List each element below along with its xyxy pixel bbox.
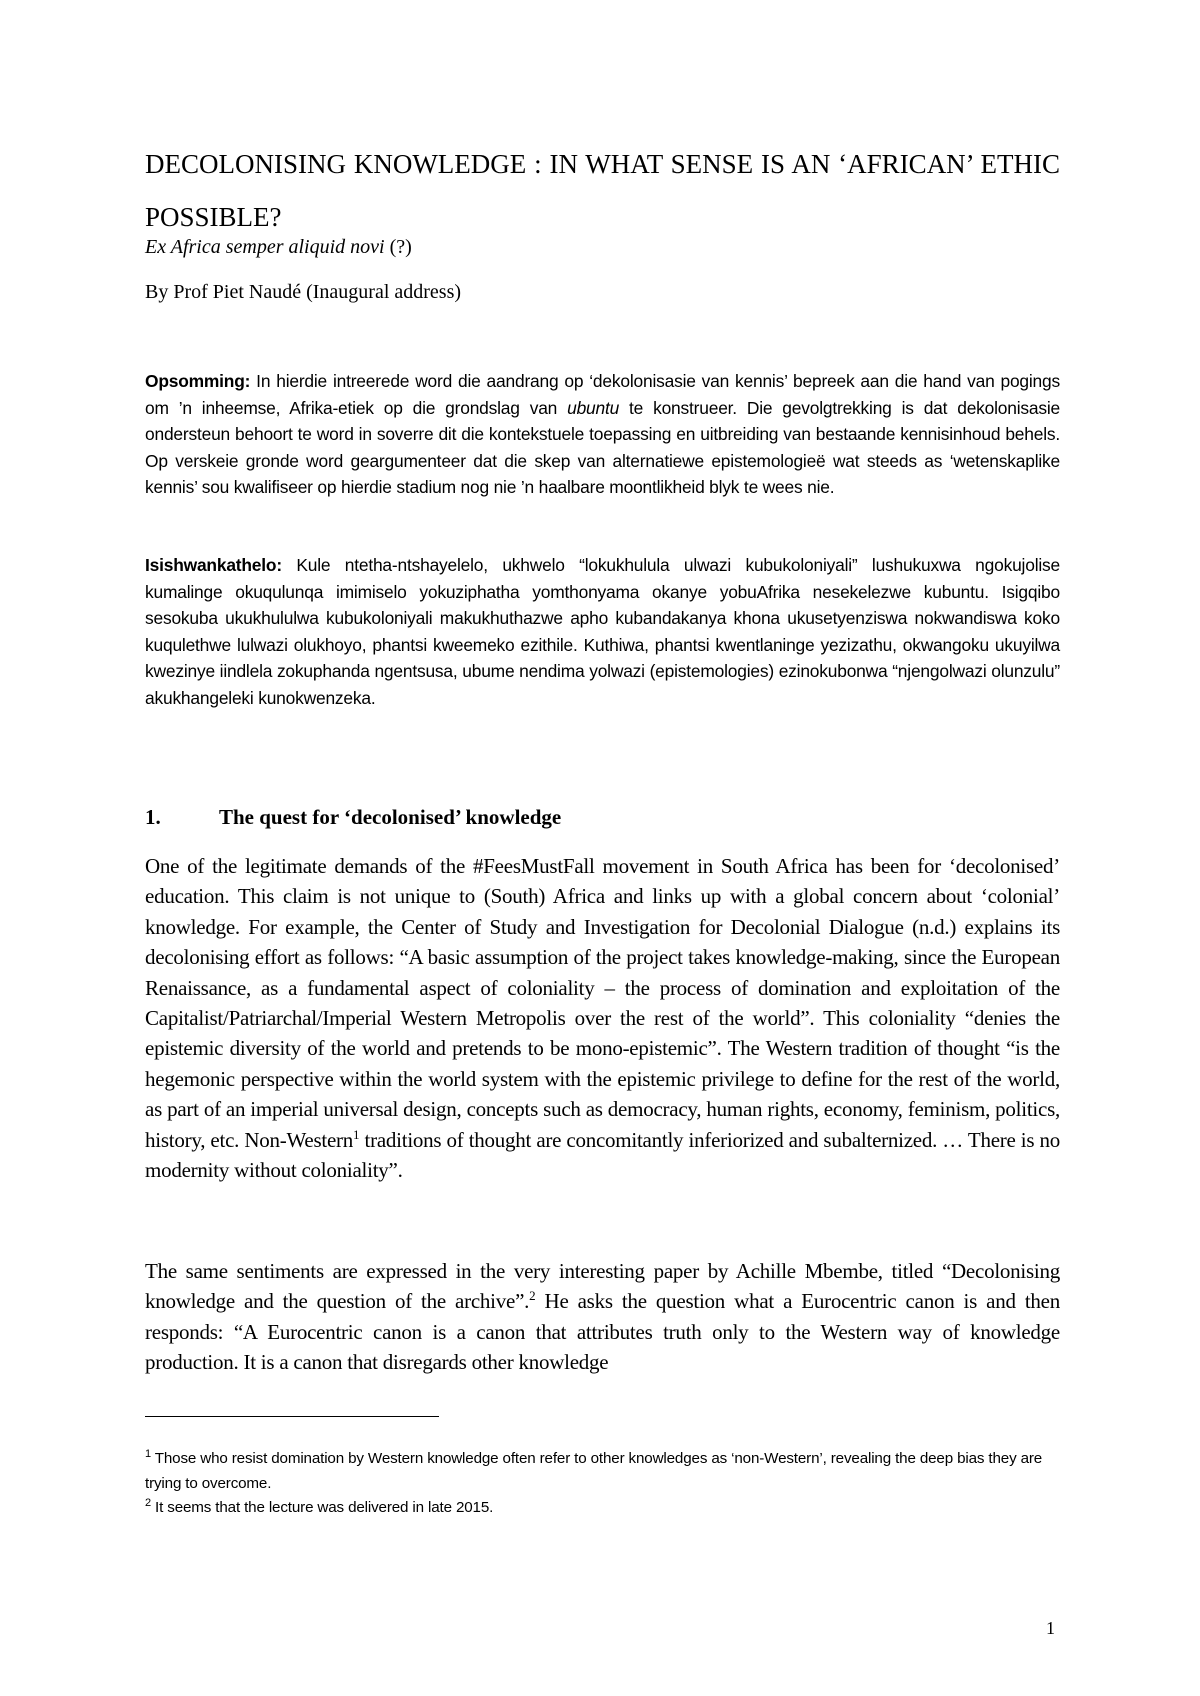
- subtitle-query: (?): [384, 236, 412, 258]
- abstract-xhosa-text: Kule ntetha-ntshayelelo, ukhwelo “lokukhulula ulwazi kubukoloniyali” lushukuxwa ngokujolise kumalinge okuqulunqa imimiselo yokuziphatha yomthonyama okanye yobuAfrika nesekelezwe kubuntu. Isigqibo sesokuba ukukhululwa kubukoloniyali makukhuthazwe apho kubandakanya khona ukusetyenziswa nokwandiswa koko kuqulethwe lulwazi olukhoyo, phantsi kweemeko ezithile. Kuthiwa, phantsi kwentlaninge yezizathu, okwangoku ukuyilwa kwezinye iindlela zokuphanda ngentsusa, ubume nendima yolwazi (epistemologies) ezinokubonwa “njengolwazi olunzulu” akukhangeleki kunokwenzeka.: [145, 555, 1060, 708]
- footnote-ref-2[interactable]: 2: [529, 1288, 536, 1304]
- footnotes: [145, 1447, 1060, 1521]
- page-number: 1: [1046, 1618, 1055, 1638]
- body-paragraph-2: [145, 1256, 1060, 1378]
- section-title: The quest for ‘decolonised’ knowledge: [219, 805, 562, 829]
- abstract-afrikaans-text-2: te konstrueer. Die gevolgtrekking is dat dekolonisasie ondersteun behoort te word in soverre dit die kontekstuele toepassing en uitbreiding van bestaande kennisinhoud behels. Op verskeie gronde word geargumenteer dat die skep van alternatiewe epistemologieë wat steeds as ‘wetenskaplike kennis’ sou kwalifiseer op hierdie stadium nog nie ’n haalbare moontlikheid blyk te wees nie.: [145, 397, 1060, 497]
- footnote-2: [145, 1496, 1060, 1521]
- author-byline: By Prof Piet Naudé (Inaugural address): [145, 281, 462, 303]
- footnote-2-text: It seems that the lecture was delivered in late 2015.: [150, 1499, 494, 1516]
- abstract-afrikaans-label: Opsomming:: [145, 371, 251, 391]
- footnote-1-number: 1: [145, 1447, 151, 1460]
- abstract-xhosa: [145, 552, 1060, 711]
- footnote-1: [145, 1447, 1060, 1496]
- latin-subtitle: [145, 236, 412, 259]
- body-paragraph-1: [145, 851, 1060, 1185]
- paragraph-2-text-a: The same sentiments are expressed in the very interesting paper by Achille Mbembe, titled “Decolonising knowledge and the question of the archive”.: [145, 1259, 1060, 1314]
- footnote-1-text: Those who resist domination by Western knowledge often refer to other knowledges as ‘non-Western’, revealing the deep bias they are trying to overcome.: [145, 1450, 1043, 1492]
- abstract-xhosa-label: Isishwankathelo:: [145, 555, 282, 575]
- document-title: DECOLONISING KNOWLEDGE : IN WHAT SENSE IS AN ‘AFRICAN’ ETHIC POSSIBLE?: [145, 149, 1060, 232]
- footnote-ref-1[interactable]: 1: [353, 1126, 360, 1142]
- paragraph-1-text-b: traditions of thought are concomitantly inferiorized and subalternized. … There is no modernity without coloniality”.: [145, 1127, 1060, 1183]
- paragraph-1-text-a: One of the legitimate demands of the #FeesMustFall movement in South Africa has been for ‘decolonised’ education. This claim is not unique to (South) Africa and links up with a global concern about ‘colonial’ knowledge. For example, the Center of Study and Investigation for Decolonial Dialogue (n.d.) explains its decolonising effort as follows: “A basic assumption of the project takes knowledge-making, since the European Renaissance, as a fundamental aspect of coloniality – the process of domination and exploitation of the Capitalist/Patriarchal/Imperial Western Metropolis over the rest of the world”. This coloniality “denies the epistemic diversity of the world and pretends to be mono-epistemic”. The Western tradition of thought “is the hegemonic perspective within the world system with the epistemic privilege to define for the rest of the world, as part of an imperial universal design, concepts such as democracy, human rights, economy, feminism, politics, history, etc. Non-Western: [145, 854, 1060, 1152]
- abstract-afrikaans: [145, 368, 1060, 501]
- subtitle-text: Ex Africa semper aliquid novi: [145, 236, 385, 258]
- footnote-2-number: 2: [145, 1496, 151, 1509]
- abstract-afrikaans-text-1: In hierdie intreerede word die aandrang op ‘dekolonisasie van kennis’ bepreek aan die hand van pogings om ’n inheemse, Afrika-etiek op die grondslag van: [145, 371, 1060, 418]
- paragraph-2-text-b: He asks the question what a Eurocentric canon is and then responds: “A Eurocentric canon is a canon that attributes truth only to the Western way of knowledge production. It is a canon that disregards other knowledge: [145, 1289, 1060, 1375]
- footnote-divider: [145, 1416, 439, 1417]
- abstract-afrikaans-term: ubuntu: [567, 397, 620, 418]
- section-heading: [145, 805, 561, 830]
- section-number: 1.: [145, 805, 161, 829]
